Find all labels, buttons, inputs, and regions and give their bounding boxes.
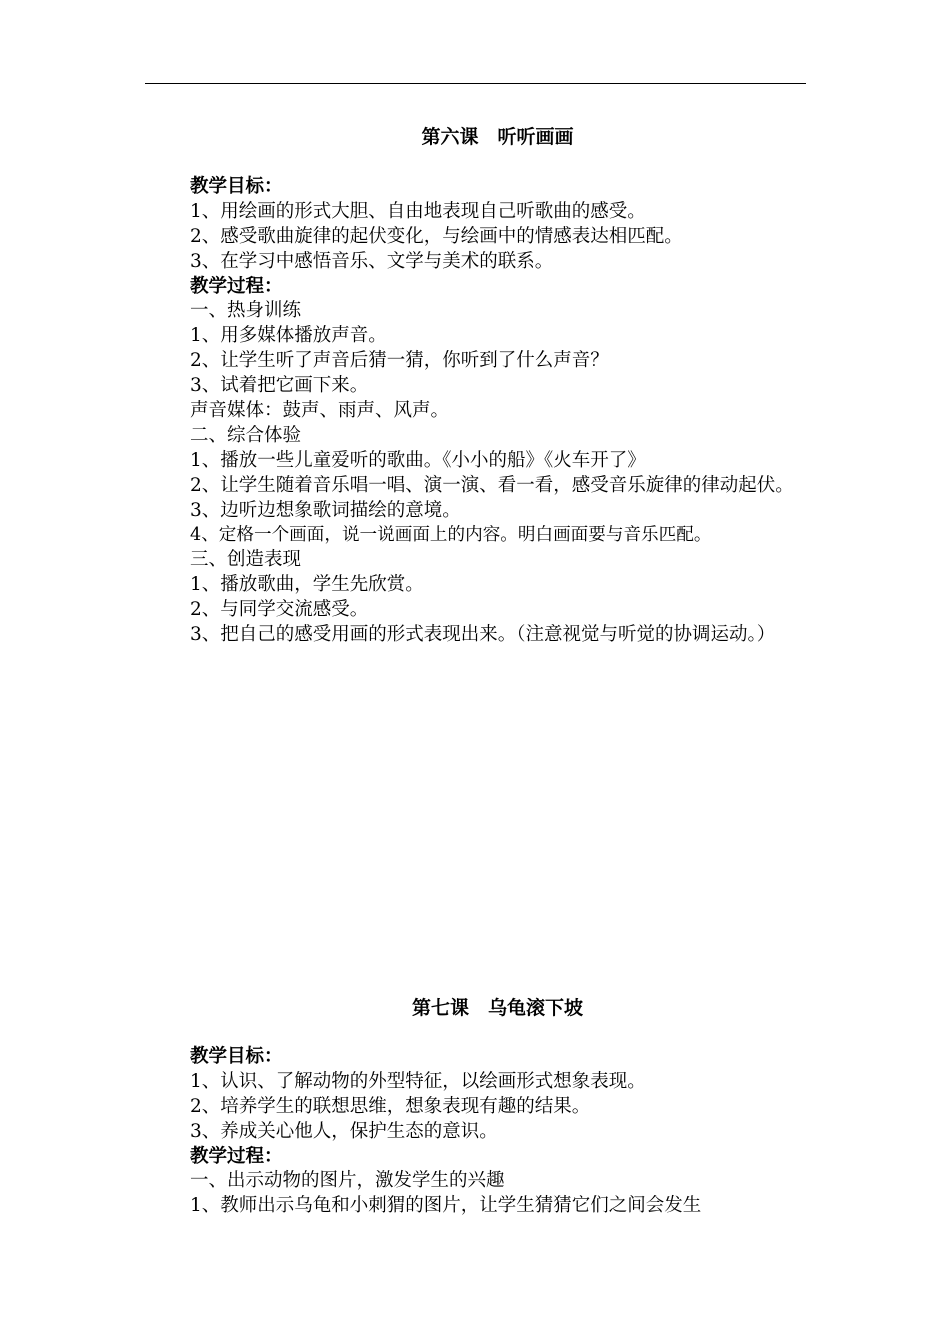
lesson6-section3-item-1: 1、播放歌曲，学生先欣赏。 [190, 574, 424, 596]
lesson6-title: 第六课 听听画画 [421, 126, 574, 148]
lesson6-section3-title: 三、创造表现 [190, 549, 302, 571]
header-rule [145, 83, 806, 84]
lesson6-section2-item-4: 4、定格一个画面，说一说画面上的内容。明白画面要与音乐匹配。 [190, 525, 712, 546]
lesson7-goal-2: 2、培养学生的联想思维，想象表现有趣的结果。 [190, 1095, 591, 1117]
lesson6-section1-item-3: 3、试着把它画下来。 [190, 375, 369, 397]
lesson7-title: 第七课 乌龟滚下坡 [411, 997, 583, 1019]
lesson6-section3-item-2: 2、与同学交流感受。 [190, 599, 369, 621]
lesson6-body [145, 175, 825, 648]
lesson6-section2-item-2: 2、让学生随着音乐唱一唱、演一演、看一看，感受音乐旋律的律动起伏。 [190, 474, 794, 496]
lesson6-section2-item-1: 1、播放一些儿童爱听的歌曲。《小小的船》《火车开了》 [190, 449, 646, 471]
lesson7-goal-3: 3、养成关心他人，保护生态的意识。 [190, 1120, 498, 1142]
lesson6-section2-item-3: 3、边听边想象歌词描绘的意境。 [190, 499, 461, 521]
lesson6-section1-media: 声音媒体：鼓声、雨声、风声。 [190, 400, 450, 422]
lesson6-section1-title: 一、热身训练 [190, 300, 302, 322]
lesson6-goal-2: 2、感受歌曲旋律的起伏变化，与绘画中的情感表达相匹配。 [190, 225, 683, 247]
lesson7-goals-heading: 教学目标： [190, 1046, 283, 1067]
lesson6-process-heading: 教学过程： [190, 275, 283, 297]
lesson7-body [145, 1045, 825, 1219]
lesson6-section3-item-3: 3、把自己的感受用画的形式表现出来。（注意视觉与听觉的协调运动。） [190, 624, 776, 646]
lesson7-section1-item-1: 1、教师出示乌龟和小刺猬的图片，让学生猜猜它们之间会发生 [190, 1195, 702, 1217]
lesson7-section1-title: 一、出示动物的图片，激发学生的兴趣 [190, 1170, 505, 1192]
lesson7-process-heading: 教学过程： [190, 1145, 283, 1167]
lesson6-goals-heading: 教学目标： [190, 176, 283, 197]
lesson7-goal-1: 1、认识、了解动物的外型特征，以绘画形式想象表现。 [190, 1070, 646, 1092]
lesson6-goal-1: 1、用绘画的形式大胆、自由地表现自己听歌曲的感受。 [190, 200, 646, 222]
lesson6-section1-item-1: 1、用多媒体播放声音。 [190, 325, 387, 347]
lesson6-section2-title: 二、综合体验 [190, 424, 302, 446]
lesson6-goal-3: 3、在学习中感悟音乐、文学与美术的联系。 [190, 250, 554, 272]
lesson6-section1-item-2: 2、让学生听了声音后猜一猜，你听到了什么声音？ [190, 350, 609, 372]
